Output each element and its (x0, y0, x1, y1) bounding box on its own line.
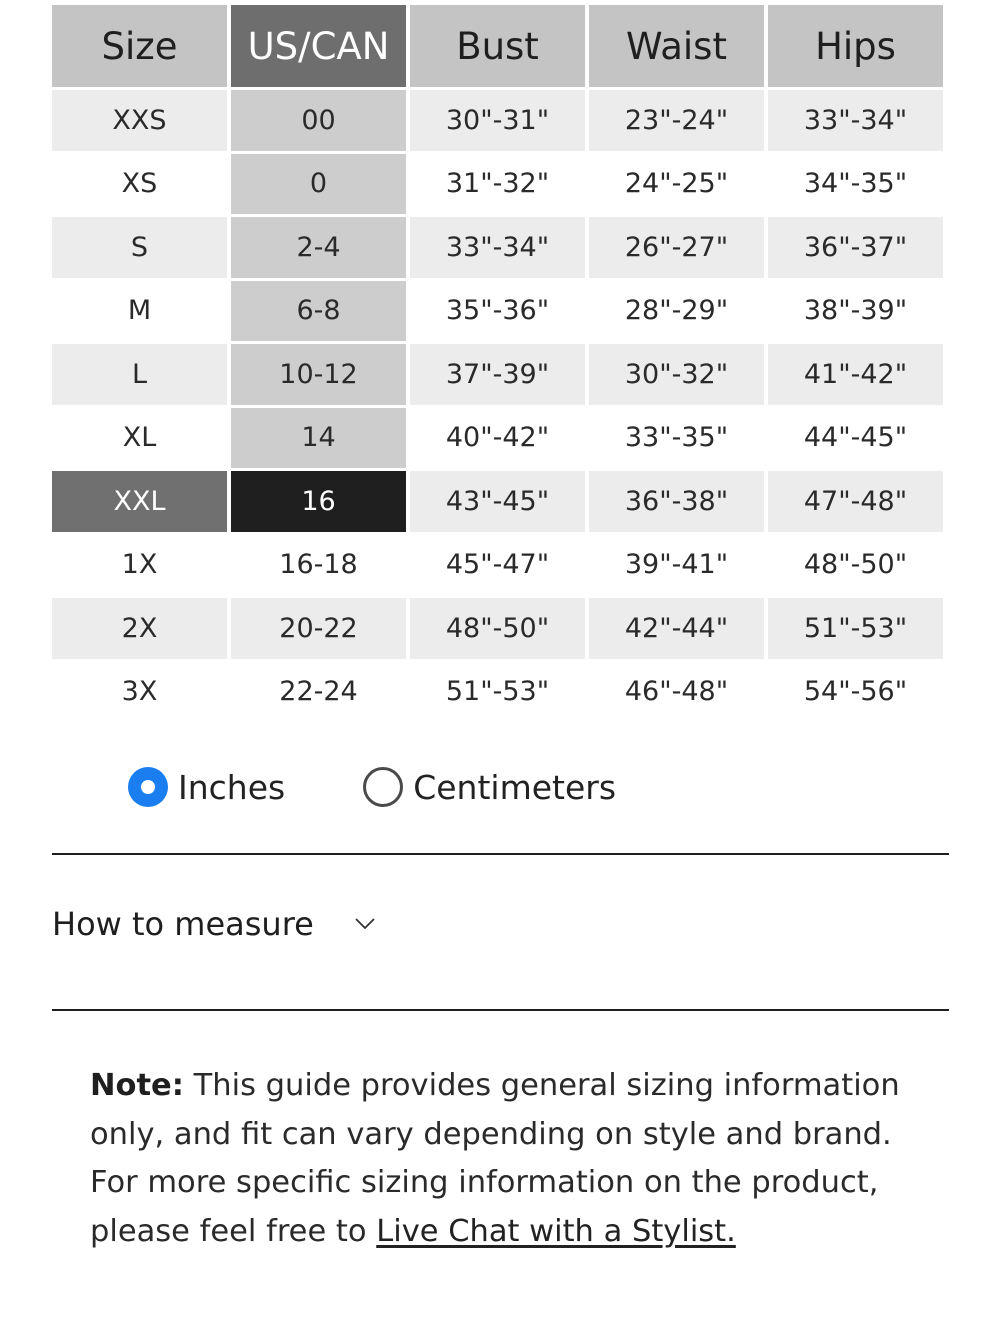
cell-size: XS (121, 168, 158, 200)
cell-bust: 48"-50" (410, 598, 585, 659)
cell-us-can: 16 (231, 471, 406, 532)
table-row (52, 344, 943, 405)
unit-option-centimeters[interactable] (363, 767, 616, 807)
cell-us-can: 6-8 (231, 281, 406, 342)
cell-size: 2X (52, 598, 227, 659)
cell-hips: 51"-53" (768, 598, 943, 659)
table-row-selected (52, 471, 943, 532)
cell-waist: 24"-25" (624, 168, 729, 200)
note-prefix: Note: (90, 1068, 184, 1103)
cell-hips: 34"-35" (803, 168, 908, 200)
cell-us-can: 16-18 (231, 535, 406, 596)
divider (52, 1009, 949, 1011)
divider (52, 853, 949, 855)
cell-us-can: 2-4 (231, 217, 406, 278)
header-bust: Bust (410, 5, 585, 87)
table-row (52, 154, 943, 215)
table-row (52, 408, 943, 469)
cell-hips: 36"-37" (768, 217, 943, 278)
table-row (52, 217, 943, 278)
unit-label-centimeters: Centimeters (413, 767, 617, 807)
note-body: This guide provides general sizing information only, and fit can vary depending on style and brand. For more specific sizing information on the product, please feel free to (90, 1068, 900, 1249)
cell-waist: 26"-27" (589, 217, 764, 278)
cell-hips: 41"-42" (768, 344, 943, 405)
cell-size: 3X (121, 676, 158, 708)
unit-option-inches[interactable] (128, 767, 285, 807)
header-size: Size (52, 5, 227, 87)
cell-bust: 40"-42" (445, 422, 550, 454)
table-row (52, 662, 943, 723)
how-to-measure-toggle[interactable] (52, 905, 376, 943)
cell-waist: 39"-41" (624, 549, 729, 581)
cell-size: M (127, 295, 152, 327)
cell-hips: 44"-45" (803, 422, 908, 454)
cell-bust: 35"-36" (445, 295, 550, 327)
cell-waist: 33"-35" (624, 422, 729, 454)
cell-us-can: 10-12 (231, 344, 406, 405)
cell-size: L (52, 344, 227, 405)
cell-hips: 47"-48" (768, 471, 943, 532)
table-row (52, 535, 943, 596)
size-chart-header-row (52, 5, 943, 87)
chevron-down-icon (354, 917, 376, 931)
table-row (52, 90, 943, 151)
header-hips: Hips (768, 5, 943, 87)
cell-size: 1X (121, 549, 158, 581)
cell-waist: 42"-44" (589, 598, 764, 659)
sizing-note (90, 1062, 920, 1256)
cell-hips: 38"-39" (803, 295, 908, 327)
cell-bust: 30"-31" (410, 90, 585, 151)
cell-size: XXL (52, 471, 227, 532)
cell-waist: 36"-38" (589, 471, 764, 532)
cell-size: XL (122, 422, 157, 454)
cell-us-can: 20-22 (231, 598, 406, 659)
radio-unchecked-icon[interactable] (363, 767, 403, 807)
table-row (52, 598, 943, 659)
cell-bust: 45"-47" (445, 549, 550, 581)
unit-label-inches: Inches (178, 767, 286, 807)
table-row (52, 281, 943, 342)
cell-hips: 33"-34" (768, 90, 943, 151)
live-chat-link[interactable]: Live Chat with a Stylist. (376, 1213, 736, 1249)
radio-checked-icon[interactable] (128, 767, 168, 807)
size-chart-table (48, 2, 947, 725)
how-to-measure-label: How to measure (52, 905, 314, 943)
header-us-can: US/CAN (231, 5, 406, 87)
cell-waist: 46"-48" (624, 676, 729, 708)
cell-bust: 33"-34" (410, 217, 585, 278)
cell-hips: 54"-56" (803, 676, 908, 708)
cell-us-can: 14 (231, 408, 406, 469)
cell-bust: 43"-45" (410, 471, 585, 532)
header-waist: Waist (589, 5, 764, 87)
unit-toggle (128, 762, 694, 812)
cell-us-can: 00 (231, 90, 406, 151)
cell-bust: 37"-39" (410, 344, 585, 405)
cell-waist: 23"-24" (589, 90, 764, 151)
cell-bust: 51"-53" (445, 676, 550, 708)
cell-us-can: 0 (231, 154, 406, 215)
cell-size: S (52, 217, 227, 278)
cell-us-can: 22-24 (231, 662, 406, 723)
cell-waist: 30"-32" (589, 344, 764, 405)
cell-waist: 28"-29" (624, 295, 729, 327)
cell-hips: 48"-50" (803, 549, 908, 581)
cell-bust: 31"-32" (445, 168, 550, 200)
cell-size: XXS (52, 90, 227, 151)
